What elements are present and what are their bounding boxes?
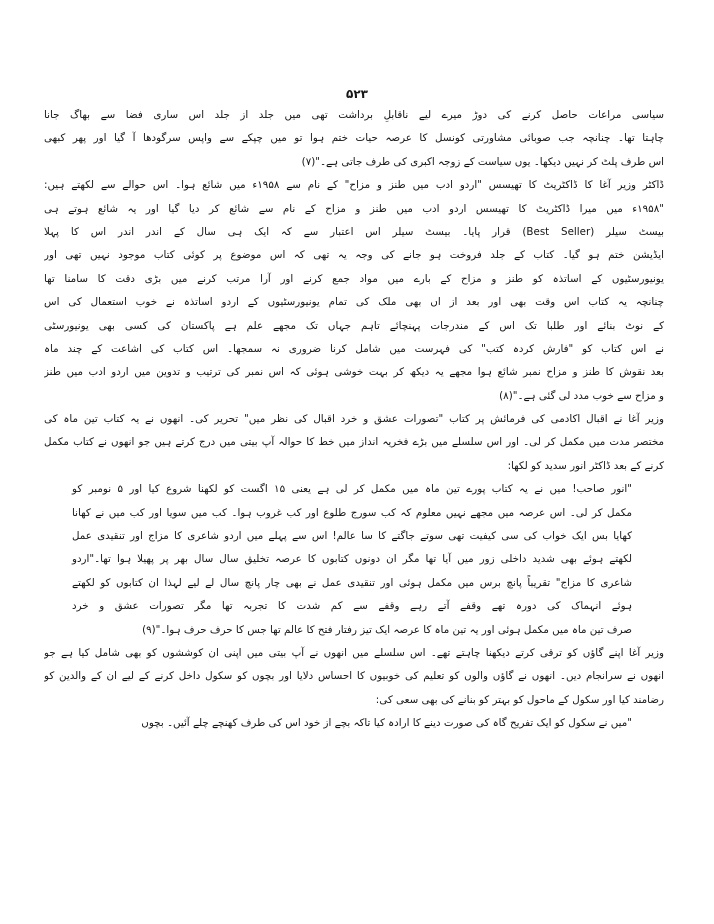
text-line: و مزاح سے خوب مدد لی گئی ہے۔"(۸) (499, 389, 664, 402)
text-line: ڈاکٹر وزیر آغا کا ڈاکٹریٹ کا تھیسس "اردو ادب میں طنز و مزاح" کے نام سے ۱۹۵۸ء میں شائع ہوا۔ اس حوالے سے لکھتے ہیں: (44, 179, 664, 192)
quote-line: مکمل کر لی۔ اس عرصہ میں مجھے نہیں معلوم کہ کب سورج طلوع اور کب غروب ہوا۔ کب میں سویا اور کب میں نے کھانا (72, 506, 632, 519)
text-line: "۱۹۵۸ء میں میرا ڈاکٹریٹ کا تھیسس اردو ادب میں طنز و مزاح کے نام سے شائع کر دیا گیا اور یہ شائع ہوتے ہی (44, 202, 664, 215)
page-footer (44, 835, 664, 836)
text-line: چاہتا تھا۔ چنانچہ جب صوبائی مشاورتی کونسل کا عرصہ حیات ختم ہوا تو میں چپکے سے واپس سرگودھا آ گیا اور پھر کبھی (44, 132, 664, 145)
text-line: کے نوٹ بنائے اور طلبا تک اس کے مندرجات پہنچائے تاہم جہاں تک مجھے علم ہے پاکستان کی کسی بھی یونیورسٹی (44, 319, 664, 332)
text-line: بیسٹ سیلر (Best Seller) قرار پایا۔ بیسٹ سیلر اس اعتبار سے کہ ایک ہی سال کے اندر اندر اس کا پہلا (44, 225, 664, 238)
text-line: اس طرف پلٹ کر نہیں دیکھا۔ یوں سیاست کے زوجہ اکبری کی طرف جاتی ہے۔"(۷) (301, 155, 664, 168)
text-line: کرنے کے بعد ڈاکٹر انور سدید کو لکھا: (507, 459, 664, 472)
quote-line: ہوئے انہماک کی دورہ تھے وقفے آتے رہے وقفے سے کم شدت کا تجربہ تھا مگر تصورات عشق و خرد (72, 600, 632, 613)
text-line: یونیورسٹیوں کے اساتذہ کو طنز و مزاح کے بارے میں مواد جمع کرنے اور آرا مرتب کرنے میں بڑی دقت کا سامنا تھا (44, 272, 664, 285)
text-line: مختصر مدت میں مکمل کر لی۔ اور اس سلسلے میں بڑے فخریہ انداز میں خط کا حوالہ آپ بیتی میں درج کرتے ہیں جو انھوں نے کتاب مکمل (44, 436, 664, 449)
text-line: وزیر آغا نے اقبال اکادمی کی فرمائش پر کتاب "تصورات عشق و خرد اقبال کی نظر میں" تحریر کی۔ انھوں نے یہ کتاب تین ماہ کی (44, 413, 664, 426)
text-line: چنانچہ یہ کتاب اس وقت بھی اور بعد از اں بھی ملک کی تمام یونیورسٹیوں کے اردو اساتذہ نے خوب استعمال کی اس (44, 296, 664, 309)
text-line: سیاسی مراعات حاصل کرنے کی دوڑ میرے لیے ناقابلِ برداشت تھی میں جلد از جلد اس ساری فضا سے بھاگ جانا (44, 109, 664, 121)
text-line: رضامند کیا اور سکول کے ماحول کو بہتر کو بنانے کی بھی سعی کی: (375, 693, 664, 706)
quote-line: کھایا بس ایک خواب کی سی کیفیت تھی سوتے جاگتے کا سا عالم! اس سے پہلے میں اردو شاعری کا مزاج اور تنقیدی عمل (72, 530, 632, 543)
text-line: وزیر آغا اپنے گاؤں کو ترقی کرتے دیکھنا چاہتے تھے۔ اس سلسلے میں انھوں نے آپ بیتی میں اپنی ان کوششوں کو بھی شامل کیا ہے جو (44, 646, 664, 659)
text-line: ایڈیشن ختم ہو گیا۔ کتاب کے جلد فروخت ہو جانے کی وجہ یہ تھی کہ اس موضوع پر کوئی کتاب موجود نہیں تھی اور (44, 249, 664, 262)
body-text (44, 104, 664, 736)
quote-line: لکھتے ہوئے بھی شدید داخلی زور میں آیا تھا مگر ان دونوں کتابوں کا عرصہ تخلیق سال سال بھر پر پھیلا ہوا تھا۔"اردو (72, 553, 632, 566)
text-line: نے اس کتاب کو "فارش کردہ کتب" کی فہرست میں شامل کرنا ضروری نہ سمجھا۔ اس کتاب کی اشاعت کے چند ماہ (44, 342, 664, 355)
quote-line: "انور صاحب! میں نے یہ کتاب پورے تین ماہ میں مکمل کر لی ہے یعنی ۱۵ اگست کو لکھنا شروع کیا اور ۵ نومبر کو (72, 483, 632, 496)
text-line: انھوں نے سرانجام دیں۔ انھوں نے گاؤں والوں کو تعلیم کی خوبیوں کا احساس دلایا اور بچوں کو سکول داخل کرنے کے لیے ان کے والدین کو (44, 670, 664, 683)
quote-line: شاعری کا مزاج" تقریباً پانچ برس میں مکمل ہوئی اور تنقیدی عمل نے بھی چار پانچ سال لے لیے لہذا ان کتابوں کو لکھتے (72, 576, 632, 589)
quote-line: "میں نے سکول کو ایک تفریح گاہ کی صورت دینے کا ارادہ کیا تاکہ بچے از خود اس کی طرف کھنچے چلے آئیں۔ بچوں (141, 717, 632, 730)
quote-line: صرف تین ماہ میں مکمل ہوئی اور یہ تین ماہ کا عرصہ ایک تیز رفتار فتح کا عالم تھا جس کا حرف حرف ہوا۔"(۹) (142, 623, 632, 636)
text-line: بعد نقوش کا طنز و مزاح نمبر شائع ہوا مجھے یہ دیکھ کر بہت خوشی ہوئی کہ اس نمبر کی ترتیب و تدوین میں اردو ادب میں طنز (44, 366, 664, 379)
page-number: ۵۲۳ (346, 87, 368, 101)
